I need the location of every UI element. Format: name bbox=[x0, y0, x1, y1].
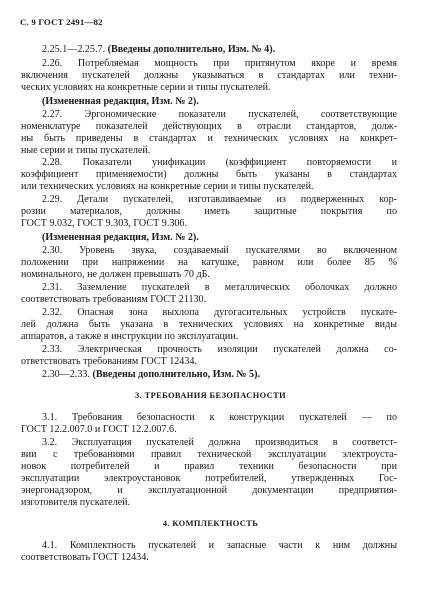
text-line: или технических условиях на конкретные серии и типы пускателей. bbox=[21, 181, 314, 192]
text-line: ны быть приведены в стандартах и технических условиях на конкрет- bbox=[21, 133, 397, 144]
section-heading-safety: 3. ТРЕБОВАНИЯ БЕЗОПАСНОСТИ bbox=[135, 391, 286, 400]
text-line: 2.29. Детали пускателей, изготавливаемые из подверженных кор- bbox=[42, 194, 397, 205]
text-line: 2.30. Уровень звука, создаваемый пускателями во включенном bbox=[42, 245, 397, 256]
text-line: 2.26. Потребляемая мощность при притянутом якоре и время bbox=[42, 58, 397, 69]
text-line: ГОСТ 12.2.007.0 и ГОСТ 12.2.007.6. bbox=[21, 424, 177, 435]
text-line: ческих условиях на конкретные серии и типы пускателей. bbox=[21, 82, 271, 93]
text-line: ГОСТ 9.032, ГОСТ 9.303, ГОСТ 9.306. bbox=[21, 218, 188, 229]
text-line: соответствовать требованиям ГОСТ 21130. bbox=[21, 294, 207, 305]
text-line: новок потребителей и правил техники безопасности при bbox=[21, 461, 397, 472]
section-heading-completeness: 4. КОМПЛЕКТНОСТЬ bbox=[162, 519, 259, 528]
amendment-note: (Измененная редакция, Изм. № 2). bbox=[42, 232, 199, 243]
text-line: включения пускателей должны указываться в стандартах или техни- bbox=[21, 70, 397, 81]
text-line: 2.32. Опасная зона выхлопа дугогасительных устройств пускате- bbox=[42, 307, 397, 318]
text-line: 2.25.1—2.25.7. (Введены дополнительно, Изм. № 4). bbox=[42, 44, 276, 55]
text-line: номинального, не должен превышать 70 дБ. bbox=[21, 269, 210, 280]
amendment-note: (Измененная редакция, Изм. № 2). bbox=[42, 96, 199, 107]
text-line: 3.1. Требования безопасности к конструкции пускателей — по bbox=[42, 412, 397, 423]
text-line: 2.27. Эргономические показатели пускателей, соответствующие bbox=[42, 109, 397, 120]
text-line: энергонадзором, и эксплуатационной документации предприятия- bbox=[21, 485, 397, 496]
text-line: 4.1. Комплектность пускателей и запасные части к ним должны bbox=[42, 540, 397, 551]
text-line: розии материалов, должны иметь защитные покрытия по bbox=[21, 206, 397, 217]
text-line: коэффициент применяемости) должны быть указаны в стандартах bbox=[21, 169, 397, 180]
text-line: изготовителя пускателей. bbox=[21, 497, 131, 508]
text-line: 2.33. Электрическая прочность изоляции пускателей должна со- bbox=[42, 344, 397, 355]
text-line: ные серии и типы пускателей. bbox=[21, 145, 151, 156]
text-line: ответствовать требованиям ГОСТ 12434. bbox=[21, 356, 197, 367]
text-line: лей должна быть указана в технических условиях на конкретные виды bbox=[21, 319, 397, 330]
text-line: 2.31. Заземление пускателей в металлических оболочках должно bbox=[42, 282, 397, 293]
text-line: 2.28. Показатели унификации (коэффициент повторяемости и bbox=[42, 157, 397, 168]
text-line: номенклатуре показателей действующих в отрасли стандартов, долж- bbox=[21, 121, 397, 132]
text-line: 3.2. Эксплуатация пускателей должна производиться в соответст- bbox=[42, 437, 397, 448]
text-line: положении при напряжении на катушке, равном или более 85 % bbox=[21, 257, 397, 268]
text-line: эксплуатации электроустановок потребителей, утвержденных Гос- bbox=[21, 473, 397, 484]
text-line: вии с требованиями правил технической эксплуатации электроуста- bbox=[21, 449, 397, 460]
text-line: соответствовать ГОСТ 12434. bbox=[21, 552, 149, 563]
text-line: аппаратов, а также в инструкции по эксплуатации. bbox=[21, 331, 239, 342]
page-header: С. 9 ГОСТ 2491—82 bbox=[20, 17, 103, 27]
text-line: 2.30—2.33. (Введены дополнительно, Изм. № 5). bbox=[42, 369, 260, 380]
